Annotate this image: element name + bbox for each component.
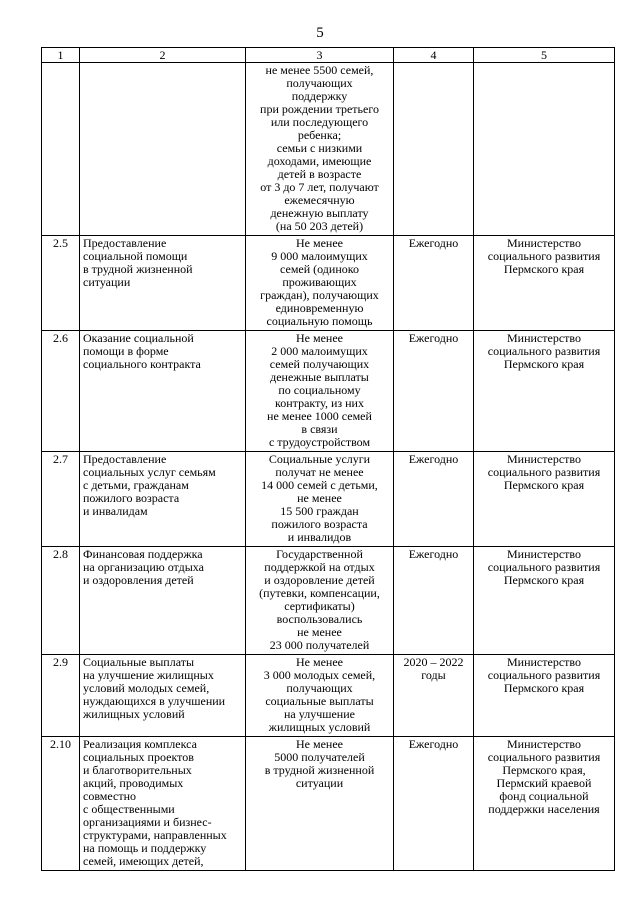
cell-line: единовременную [275, 301, 364, 315]
measure-name-cell [80, 236, 246, 331]
cell-line: Ежегодно [408, 331, 459, 345]
indicator-cell [246, 331, 394, 452]
indicator-cell [246, 655, 394, 737]
cell-line: Ежегодно [408, 452, 459, 466]
cell-line: Пермский краевой [496, 776, 592, 790]
cell-line: пожилого возраста [271, 517, 368, 531]
measure-name-cell [80, 63, 246, 236]
term-cell [394, 63, 474, 236]
cell-line: денежные выплаты [270, 370, 369, 384]
cell-line: Реализация комплекса [83, 737, 197, 751]
column-header: 3 [246, 48, 394, 63]
table-row [42, 63, 615, 236]
cell-line: с детьми, гражданам [83, 478, 189, 492]
cell-line: социального развития [487, 465, 601, 479]
cell-line: и инвалидам [83, 504, 148, 518]
measure-name-cell [80, 452, 246, 547]
cell-line: Социальные услуги [268, 452, 371, 466]
term-cell [394, 236, 474, 331]
responsible-cell [474, 236, 615, 331]
measure-name-cell [80, 737, 246, 871]
cell-line: не менее [297, 491, 342, 505]
item-number-cell: 2.10 [42, 737, 80, 871]
page-number: 5 [316, 25, 324, 41]
cell-line: Пермского края [503, 573, 585, 587]
item-number-cell: 2.9 [42, 655, 80, 737]
cell-line: жилищных условий [83, 707, 185, 721]
cell-line: семьи с низкими [276, 141, 363, 155]
cell-line: Министерство [507, 655, 581, 669]
cell-line: сертификаты) [284, 599, 355, 613]
cell-line: социального контракта [83, 357, 201, 371]
cell-line: 23 000 получателей [269, 638, 370, 652]
table-row [42, 737, 615, 871]
cell-line: не менее 1000 семей [267, 409, 372, 423]
cell-line: 9 000 малоимущих [271, 249, 368, 263]
cell-line: граждан), получающих [260, 288, 379, 302]
cell-line: семей получающих [269, 357, 370, 371]
table-header-row [42, 48, 615, 63]
cell-line: денежную выплату [270, 206, 369, 220]
cell-line: социального развития [487, 560, 601, 574]
cell-line: социального развития [487, 750, 601, 764]
item-number-cell: 2.7 [42, 452, 80, 547]
cell-line: 14 000 семей с детьми, [261, 478, 378, 492]
cell-line: ситуации [295, 776, 344, 790]
cell-line: Ежегодно [408, 737, 459, 751]
item-number-cell: 2.8 [42, 547, 80, 655]
cell-line: Пермского края [503, 357, 585, 371]
cell-line: ситуации [83, 275, 131, 289]
cell-line: Государственной [276, 547, 363, 561]
column-header: 2 [80, 48, 246, 63]
cell-line: детей в возрасте [277, 167, 362, 181]
cell-line: Предоставление [83, 452, 167, 466]
cell-line: с общественными [83, 802, 175, 816]
cell-line: Министерство [507, 452, 581, 466]
table-row [42, 547, 615, 655]
cell-line: Финансовая поддержка [83, 547, 203, 561]
term-cell [394, 452, 474, 547]
cell-line: Не менее [296, 655, 343, 669]
cell-line: в связи [301, 422, 338, 436]
cell-line: Ежегодно [408, 236, 459, 250]
cell-line: в трудной жизненной [264, 763, 375, 777]
cell-line: Ежегодно [408, 547, 459, 561]
measure-name-cell [80, 331, 246, 452]
cell-line: или последующего [270, 115, 369, 129]
measure-name-cell [80, 547, 246, 655]
cell-line: совместно [83, 789, 136, 803]
measure-name-cell [80, 655, 246, 737]
cell-line: пожилого возраста [83, 491, 180, 505]
cell-line: Социальные выплаты [83, 655, 195, 669]
cell-line: Пермского края [503, 681, 585, 695]
cell-line: Не менее [296, 331, 343, 345]
cell-line: организациями и бизнес- [83, 815, 212, 829]
cell-line: воспользовались [276, 612, 363, 626]
cell-line: 3 000 молодых семей, [263, 668, 376, 682]
item-number-cell [42, 63, 80, 236]
cell-line: контракту, из них [275, 396, 364, 410]
indicator-cell [246, 547, 394, 655]
cell-line: (на 50 203 детей) [275, 219, 364, 233]
cell-line: социальных услуг семьям [83, 465, 216, 479]
cell-line: структурами, направленных [83, 828, 227, 842]
cell-line: 2 000 малоимущих [271, 344, 368, 358]
term-cell [394, 547, 474, 655]
cell-line: поддержки населения [488, 802, 600, 816]
cell-line: проживающих [282, 275, 357, 289]
cell-line: от 3 до 7 лет, получают [260, 180, 379, 194]
cell-line: Министерство [507, 331, 581, 345]
cell-line: с трудоустройством [268, 435, 371, 449]
column-header: 5 [474, 48, 615, 63]
indicator-cell [246, 236, 394, 331]
cell-line: Не менее [296, 236, 343, 250]
cell-line: социального развития [487, 249, 601, 263]
cell-line: ежемесячную [284, 193, 355, 207]
cell-line: фонд социальной [499, 789, 589, 803]
responsible-cell [474, 737, 615, 871]
cell-line: Предоставление [83, 236, 167, 250]
cell-line: 15 500 граждан [280, 504, 359, 518]
cell-line: Министерство [507, 547, 581, 561]
cell-line: социального развития [487, 668, 601, 682]
table-row [42, 655, 615, 737]
cell-line: социальной помощи [83, 249, 188, 263]
cell-line: и оздоровления детей [83, 573, 194, 587]
cell-line: получат не менее [275, 465, 364, 479]
table-row [42, 236, 615, 331]
cell-line: ребенка; [297, 128, 342, 142]
cell-line: по социальному [278, 383, 361, 397]
cell-line: социальную помощь [266, 314, 373, 328]
cell-line: социальных проектов [83, 750, 194, 764]
cell-line: при рождении третьего [260, 102, 379, 116]
responsible-cell [474, 63, 615, 236]
cell-line: Пермского края [503, 262, 585, 276]
cell-line: Министерство [507, 737, 581, 751]
responsible-cell [474, 547, 615, 655]
column-header: 1 [42, 48, 80, 63]
term-cell [394, 331, 474, 452]
cell-line: и инвалидов [287, 530, 352, 544]
cell-line: не менее 5500 семей, [265, 63, 374, 77]
cell-line: доходами, имеющие [267, 154, 372, 168]
cell-line: на организацию отдыха [83, 560, 204, 574]
cell-line: Пермского края, [502, 763, 586, 777]
cell-line: поддержку [291, 89, 348, 103]
cell-line: Оказание социальной [83, 331, 194, 345]
cell-line: на помощь и поддержку [83, 841, 207, 855]
item-number-cell: 2.5 [42, 236, 80, 331]
cell-line: социального развития [487, 344, 601, 358]
cell-line: Пермского края [503, 478, 585, 492]
item-number-cell: 2.6 [42, 331, 80, 452]
cell-line: 5000 получателей [274, 750, 365, 764]
cell-line: 2020 – 2022 [403, 655, 464, 669]
cell-line: годы [421, 668, 446, 682]
cell-line: на улучшение жилищных [83, 668, 214, 682]
cell-line: Не менее [296, 737, 343, 751]
cell-line: поддержкой на отдых [264, 560, 375, 574]
cell-line: помощи в форме [83, 344, 169, 358]
indicator-cell [246, 737, 394, 871]
responsible-cell [474, 452, 615, 547]
cell-line: семей (одиноко [280, 262, 359, 276]
term-cell [394, 655, 474, 737]
table-row [42, 331, 615, 452]
program-table [41, 47, 615, 871]
cell-line: в трудной жизненной [83, 262, 193, 276]
column-header: 4 [394, 48, 474, 63]
cell-line: жилищных условий [268, 720, 371, 734]
indicator-cell [246, 452, 394, 547]
responsible-cell [474, 655, 615, 737]
indicator-cell [246, 63, 394, 236]
cell-line: и оздоровление детей [264, 573, 375, 587]
cell-line: получающих [286, 681, 353, 695]
cell-line: и благотворительных [83, 763, 192, 777]
term-cell [394, 737, 474, 871]
cell-line: акций, проводимых [83, 776, 184, 790]
cell-line: на улучшение [284, 707, 355, 721]
cell-line: социальные выплаты [265, 694, 374, 708]
cell-line: условий молодых семей, [83, 681, 210, 695]
cell-line: получающих [286, 76, 353, 90]
table-row [42, 452, 615, 547]
cell-line: семей, имеющих детей, [83, 854, 204, 868]
cell-line: нуждающихся в улучшении [83, 694, 226, 708]
cell-line: не менее [297, 625, 342, 639]
cell-line: Министерство [507, 236, 581, 250]
responsible-cell [474, 331, 615, 452]
cell-line: (путевки, компенсации, [259, 586, 380, 600]
